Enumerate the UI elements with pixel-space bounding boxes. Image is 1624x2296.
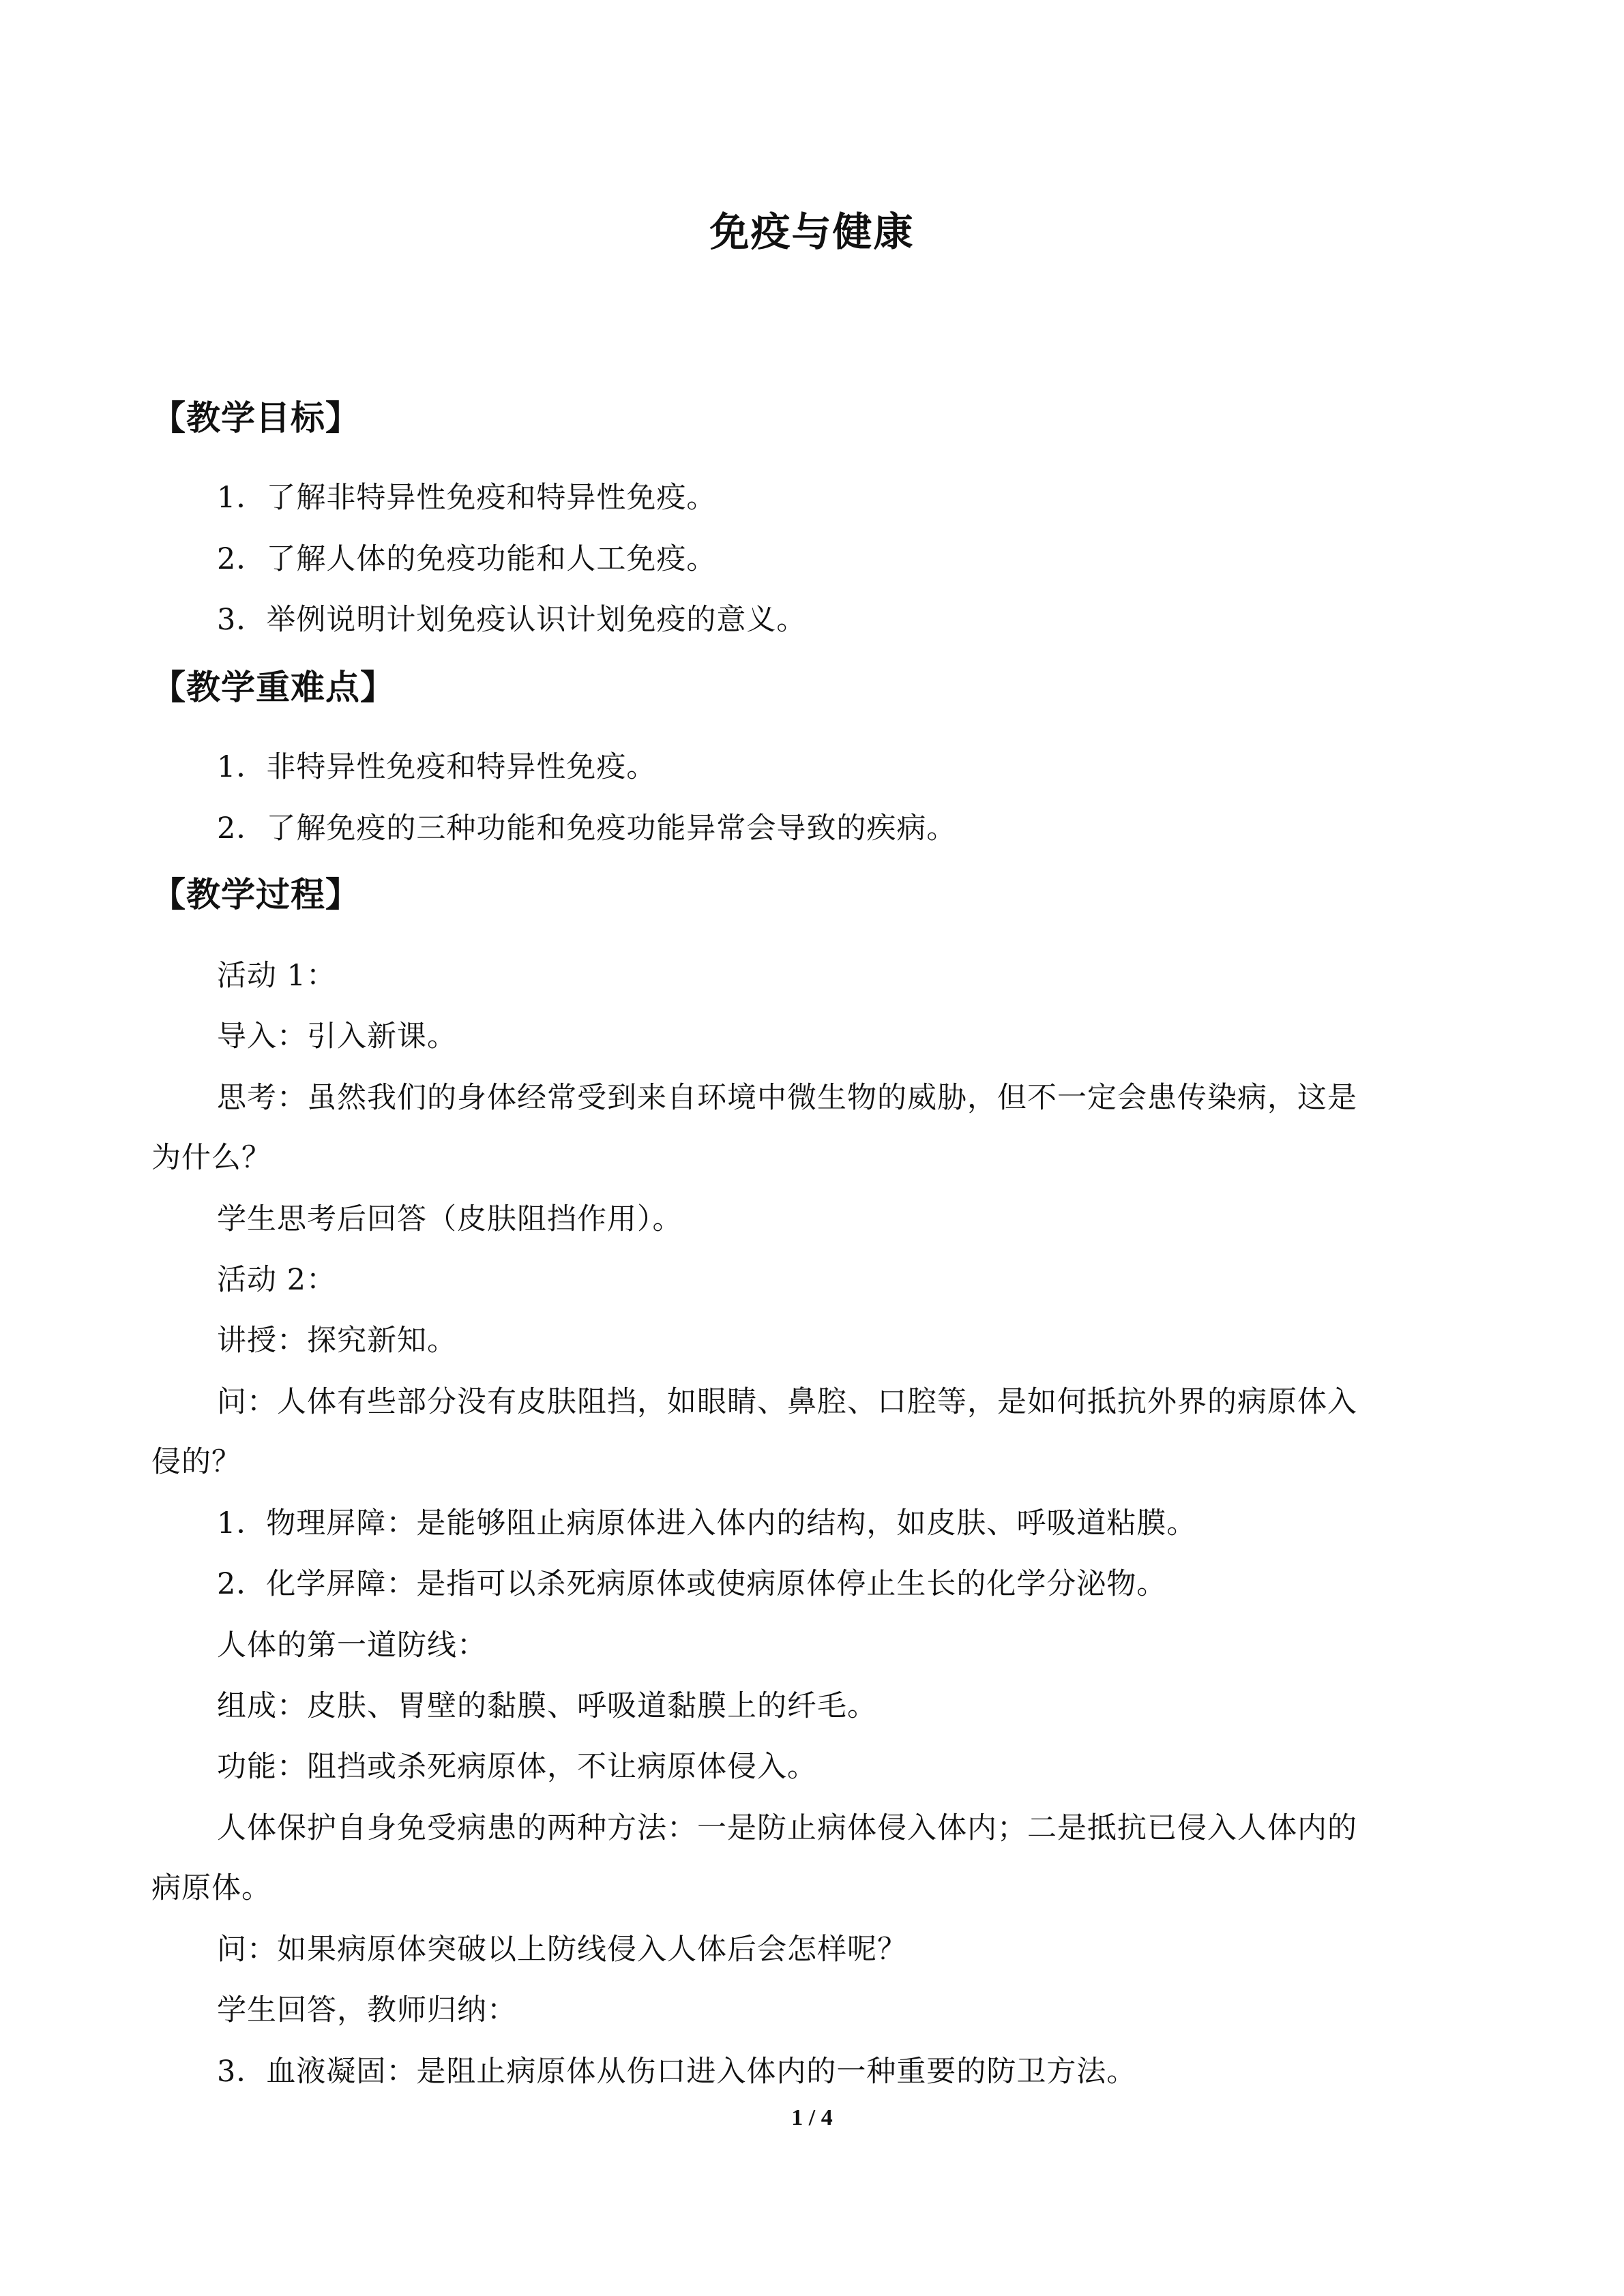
- process-line-10: 1．物理屏障：是能够阻止病原体进入体内的结构，如皮肤、呼吸道粘膜。: [217, 1506, 1197, 1540]
- page-title: 免疫与健康: [709, 209, 915, 255]
- process-line-11: 2．化学屏障：是指可以杀死病原体或使病原体停止生长的化学分泌物。: [217, 1567, 1167, 1601]
- key-point-item-1: 1．非特异性免疫和特异性免疫。: [217, 750, 657, 784]
- objective-item-3: 3．举例说明计划免疫认识计划免疫的意义。: [217, 603, 807, 637]
- section-heading-objectives: 【教学目标】: [151, 398, 360, 438]
- objective-item-1: 1．了解非特异性免疫和特异性免疫。: [217, 481, 717, 515]
- process-line-2: 导入：引入新课。: [217, 1019, 457, 1054]
- process-line-3: 思考：虽然我们的身体经常受到来自环境中微生物的威胁，但不一定会患传染病，这是: [217, 1081, 1357, 1115]
- process-line-6: 活动 2：: [217, 1263, 337, 1297]
- section-heading-process: 【教学过程】: [151, 875, 360, 914]
- process-line-12: 人体的第一道防线：: [217, 1628, 487, 1663]
- objective-item-2: 2．了解人体的免疫功能和人工免疫。: [217, 542, 717, 576]
- process-line-5: 学生思考后回答（皮肤阻挡作用）。: [217, 1202, 683, 1236]
- page-number: 1 / 4: [791, 2105, 833, 2130]
- process-line-1: 活动 1：: [217, 959, 337, 993]
- process-line-8: 问：人体有些部分没有皮肤阻挡，如眼睛、鼻腔、口腔等，是如何抵抗外界的病原体入: [217, 1385, 1357, 1419]
- process-line-4: 为什么？: [151, 1141, 271, 1175]
- process-line-9: 侵的？: [151, 1445, 241, 1479]
- process-line-7: 讲授：探究新知。: [217, 1324, 457, 1358]
- section-heading-key-points: 【教学重难点】: [151, 668, 395, 707]
- key-point-item-2: 2．了解免疫的三种功能和免疫功能异常会导致的疾病。: [217, 811, 957, 846]
- process-line-19: 3．血液凝固：是阻止病原体从伤口进入体内的一种重要的防卫方法。: [217, 2055, 1137, 2089]
- process-line-16: 病原体。: [151, 1871, 271, 1905]
- process-line-13: 组成：皮肤、胃壁的黏膜、呼吸道黏膜上的纤毛。: [217, 1689, 877, 1723]
- process-line-17: 问：如果病原体突破以上防线侵入人体后会怎样呢？: [217, 1933, 907, 1967]
- process-line-14: 功能：阻挡或杀死病原体，不让病原体侵入。: [217, 1750, 817, 1784]
- process-line-18: 学生回答，教师归纳：: [217, 1993, 517, 2027]
- process-line-15: 人体保护自身免受病患的两种方法：一是防止病体侵入体内；二是抵抗已侵入人体内的: [217, 1811, 1357, 1845]
